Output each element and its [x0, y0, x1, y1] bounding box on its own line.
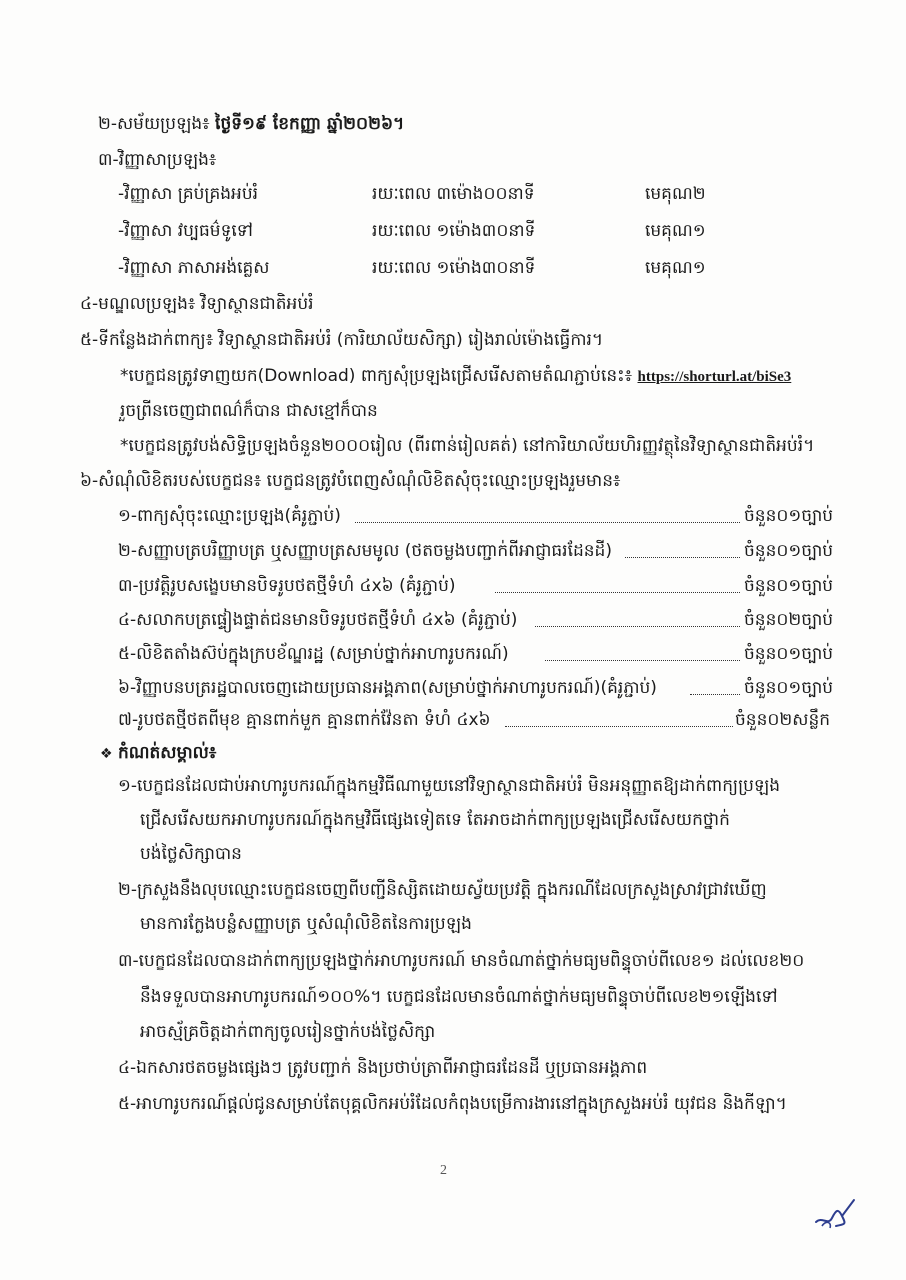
notes-heading-line — [100, 740, 216, 767]
document-item-text: ១-ពាក្យសុំចុះឈ្មោះប្រឡង(គំរូភ្ជាប់) — [118, 506, 341, 526]
subject-coefficient: មេគុណ១ — [645, 258, 706, 278]
document-item-text: ៦-វិញ្ញាបនបត្ររដ្ឋបាលចេញដោយប្រធានអង្គភាព(សម្រាប់ថ្នាក់អាហារូបករណ៍)(គំរូភ្ជាប់) — [118, 678, 657, 698]
fee-note: *បេក្ខជនត្រូវបង់សិទ្ធិប្រឡងចំនួន២០០០រៀល (ពីរពាន់រៀលគត់) នៅការិយាល័យហិរញ្ញវត្ថុនៃវិទ្យាស្ថានជាតិអប់រំ។ — [120, 436, 815, 456]
note-line: ៣-បេក្ខជនដែលបានដាក់ពាក្យប្រឡងថ្នាក់អាហារូបករណ៍ មានចំណាត់ថ្នាក់មធ្យមពិន្ទុចាប់ពីលេខ១ ដល់លេខ២០ — [118, 951, 805, 971]
subject-duration: រយៈពេល ១ម៉ោង៣០នាទី — [372, 258, 536, 278]
subject-name: -វិញ្ញាសា ភាសាអង់គ្លេស — [118, 258, 270, 278]
exam-date-value: ថ្ងៃទី១៩ ខែកញ្ញា ឆ្នាំ២០២៦។ — [215, 114, 405, 134]
notes-heading: កំណត់សម្គាល់៖ — [117, 743, 217, 763]
download-text: *បេក្ខជនត្រូវទាញយក(Download) ពាក្យសុំប្រឡងជ្រើសរើសតាមតំណភ្ជាប់នេះ៖ — [120, 366, 638, 386]
print-note: រួចព្រីនចេញជាពណ៌ក៏បាន ជាសខ្មៅក៏បាន — [120, 401, 378, 421]
note-line: បង់ថ្លៃសិក្សាបាន — [140, 844, 242, 864]
bullet-icon: ❖ — [100, 746, 113, 762]
subject-coefficient: មេគុណ២ — [645, 184, 706, 204]
note-line: ១-បេក្ខជនដែលជាប់អាហារូបករណ៍ក្នុងកម្មវិធីណាមួយនៅវិទ្យាស្ថានជាតិអប់រំ មិនអនុញ្ញាតឱ្យដាក់ពាក្យប្រឡង — [118, 776, 781, 796]
document-item-qty: ចំនួន០២សន្លឹក — [735, 710, 831, 730]
document-item-qty: ចំនួន០១ច្បាប់ — [744, 644, 834, 664]
download-line — [120, 363, 791, 390]
document-item-qty: ចំនួន០១ច្បាប់ — [744, 678, 834, 698]
dot-leader — [505, 726, 733, 727]
dot-leader — [545, 660, 740, 661]
document-item-qty: ចំនួន០១ច្បាប់ — [744, 576, 834, 596]
page-number: 2 — [440, 1163, 447, 1178]
exam-date-line — [98, 111, 404, 137]
note-line: មានការក្លែងបន្លំសញ្ញាបត្រ ឬសំណុំលិខិតនៃការប្រឡង — [140, 914, 472, 934]
signature-mark-svg — [812, 1196, 858, 1232]
subject-coefficient: មេគុណ១ — [645, 221, 706, 241]
document-item-text: ៧-រូបថតថ្មីថតពីមុខ គ្មានពាក់មួក គ្មានពាក់វ៉ែនតា ទំហំ ៤x៦ — [118, 710, 491, 730]
dot-leader — [495, 592, 740, 593]
subject-name: -វិញ្ញាសា វប្បធម៌ទូទៅ — [118, 221, 253, 241]
document-item-text: ២-សញ្ញាបត្របរិញ្ញាបត្រ ឬសញ្ញាបត្រសមមូល (ថតចម្លងបញ្ជាក់ពីអាជ្ញាធរដែនដី) — [118, 541, 612, 561]
note-line: នឹងទទួលបានអាហារូបករណ៍១០០%។ បេក្ខជនដែលមានចំណាត់ថ្នាក់មធ្យមពិន្ទុចាប់ពីលេខ២១ឡើងទៅ — [140, 987, 778, 1007]
note-line: ៥-អាហារូបករណ៍ផ្តល់ជូនសម្រាប់តែបុគ្គលិកអប់រំដែលកំពុងបម្រើការងារនៅក្នុងក្រសួងអប់រំ យុវជន និងកីឡា។ — [118, 1094, 787, 1114]
dot-leader — [625, 557, 740, 558]
note-line: ជ្រើសរើសយកអាហារូបករណ៍ក្នុងកម្មវិធីផ្សេងទៀតទេ តែអាចដាក់ពាក្យប្រឡងជ្រើសរើសយកថ្នាក់ — [140, 810, 730, 830]
signature-mark-icon — [812, 1196, 858, 1236]
dot-leader — [535, 626, 740, 627]
note-line: ៤-ឯកសារថតចម្លងផ្សេងៗ ត្រូវបញ្ជាក់ និងប្រថាប់ត្រាពីអាជ្ញាធរដែនដី ឬប្រធានអង្គភាព — [118, 1058, 648, 1078]
subject-name: -វិញ្ញាសា គ្រប់គ្រងអប់រំ — [118, 184, 259, 204]
subjects-heading: ៣-វិញ្ញាសាប្រឡង៖ — [98, 150, 217, 170]
subject-duration: រយៈពេល ៣ម៉ោង០០នាទី — [372, 184, 535, 204]
document-item-qty: ចំនួន០១ច្បាប់ — [744, 541, 834, 561]
document-item-text: ៤-សលាកបត្រផ្ទៀងផ្ទាត់ជនមានបិទរូបថតថ្មីទំហំ ៤x៦ (គំរូភ្ជាប់) — [118, 610, 518, 630]
exam-center: ៤-មណ្ឌលប្រឡង៖ វិទ្យាស្ថានជាតិអប់រំ — [80, 294, 314, 314]
note-line: អាចស្ម័គ្រចិត្តដាក់ពាក្យចូលរៀនថ្នាក់បង់ថ្លៃសិក្សា — [140, 1022, 436, 1042]
document-item-text: ៣-ប្រវត្តិរូបសង្ខេបមានបិទរូបថតថ្មីទំហំ ៤x៦ (គំរូភ្ជាប់) — [118, 576, 456, 596]
application-heading: ៥-ទីកន្លែងដាក់ពាក្យ៖ វិទ្យាស្ថានជាតិអប់រំ (ការិយាល័យសិក្សា) រៀងរាល់ម៉ោងធ្វើការ។ — [80, 330, 604, 350]
download-link[interactable]: https://shorturl.at/biSe3 — [637, 369, 792, 385]
dot-leader — [355, 522, 740, 523]
documents-heading: ៦-សំណុំលិខិតរបស់បេក្ខជន៖ បេក្ខជនត្រូវបំពេញសំណុំលិខិតសុំចុះឈ្មោះប្រឡងរួមមាន៖ — [80, 471, 621, 491]
dot-leader — [690, 694, 740, 695]
subject-duration: រយៈពេល ១ម៉ោង៣០នាទី — [372, 221, 536, 241]
exam-date-label: ២-សម័យប្រឡង៖ — [98, 114, 216, 134]
note-line: ២-ក្រសួងនឹងលុបឈ្មោះបេក្ខជនចេញពីបញ្ជីនិស្សិតដោយស្វ័យប្រវត្តិ ក្នុងករណីដែលក្រសួងស្រាវជ្រាវឃើញ — [118, 880, 767, 900]
document-item-qty: ចំនួន០១ច្បាប់ — [744, 506, 834, 526]
document-item-text: ៥-លិខិតតាំងស៊ប់ក្នុងក្របខ័ណ្ឌរដ្ឋ (សម្រាប់ថ្នាក់អាហារូបករណ៍) — [118, 644, 509, 664]
document-item-qty: ចំនួន០២ច្បាប់ — [744, 610, 834, 630]
